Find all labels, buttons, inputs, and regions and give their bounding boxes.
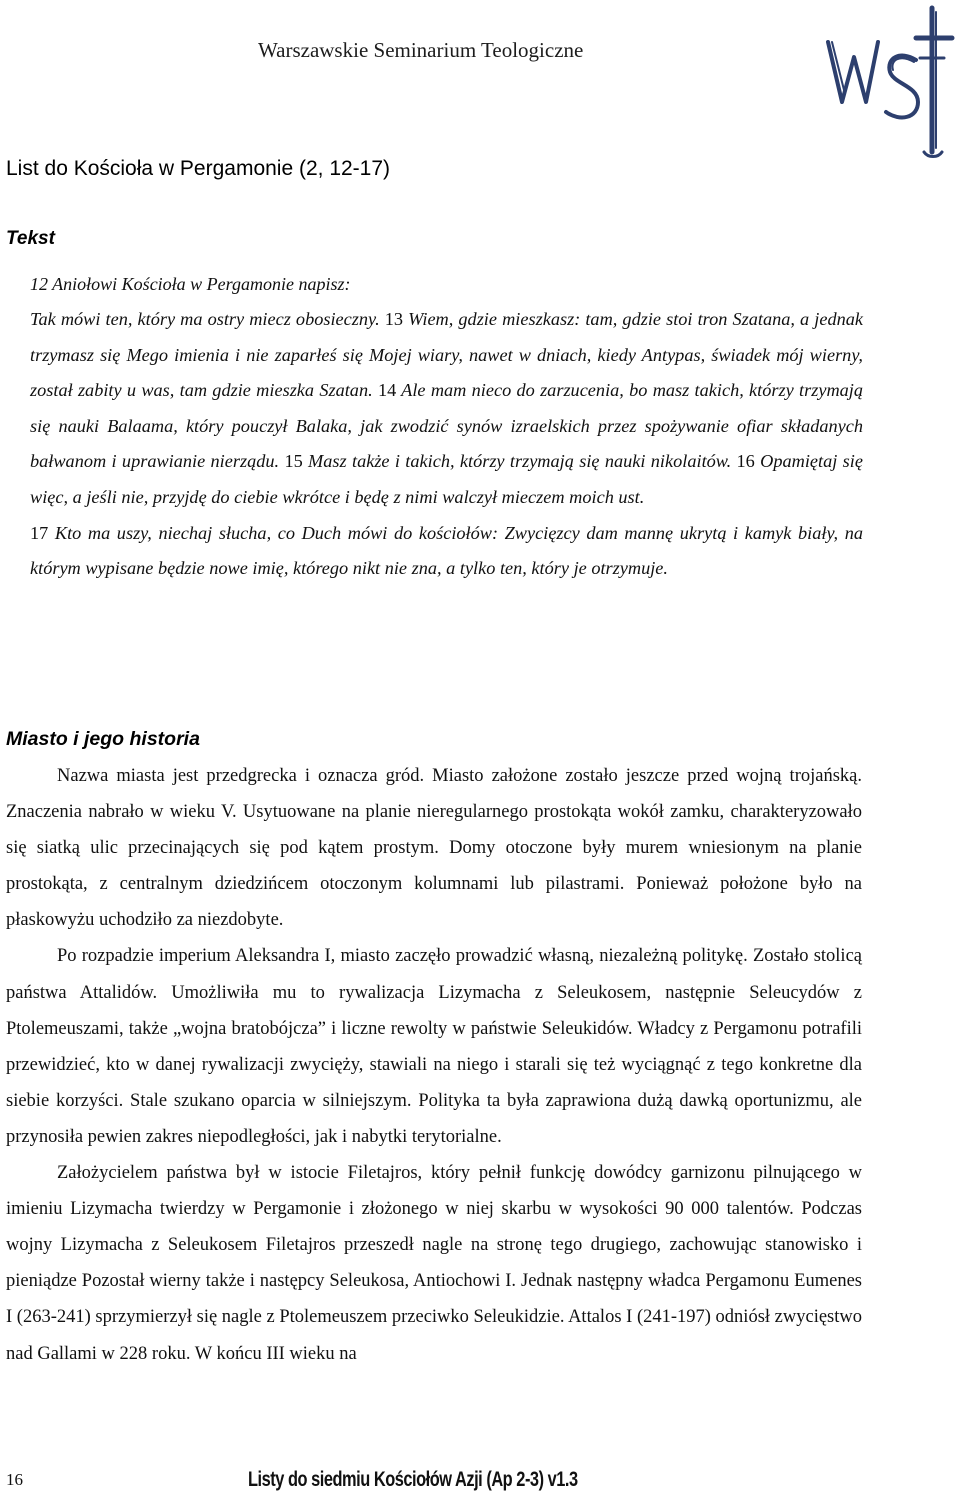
header-institution: Warszawskie Seminarium Teologiczne	[258, 38, 584, 62]
verse-text: Masz także i takich, którzy trzymają się nauki nikolaitów.	[302, 451, 737, 472]
history-title: Miasto i jego historia	[6, 728, 200, 750]
text-subtitle: Tekst	[6, 228, 55, 249]
verse-number: 13	[384, 309, 404, 329]
verses-paragraph-1	[30, 302, 863, 516]
history-text	[6, 758, 862, 1372]
footer-title: Listy do siedmiu Kościołów Azji (Ap 2-3) v1.3	[248, 1468, 578, 1491]
history-paragraph: Założycielem państwa był w istocie Filetajros, który pełnił funkcję dowódcy garnizonu pilnującego w imieniu Lizymacha twierdzy w Pergamonie i złożonego w niej skarbu w wysokości 90 000 talentów. Podczas wojny Lizymacha z Seleukosem Filetajros przeszedł nagle na stronę tego drugiego, zachowując stanowisko i pieniądze Pozostał wierny także i następcy Seleukosa, Antiochowi I. Jednak następny władca Pergamonu Eumenes I (263-241) sprzymierzył się nagle z Ptolemeuszem przeciwko Seleukidzie. Attalos I (241-197) odniósł zwycięstwo nad Gallami w 228 roku. W końcu III wieku na	[6, 1163, 862, 1364]
page-number: 16	[6, 1470, 23, 1489]
verse-text: Wiem, gdzie mieszkasz: tam, gdzie stoi tron Szatana, a jednak trzymasz się Mego imienia i nie zaparłeś się Mojej wiary, nawet w dniach, kiedy Antypas, świadek mój wierny, został zabity u was, tam gdzie mieszka Szatan.	[30, 309, 863, 401]
verse-text: Tak mówi ten, który ma ostry miecz obosieczny.	[30, 309, 385, 329]
verse-intro: 12 Aniołowi Kościoła w Pergamonie napisz:	[30, 274, 351, 294]
section-title: List do Kościoła w Pergamonie (2, 12-17)	[6, 157, 391, 180]
scripture-text	[30, 302, 863, 587]
verse-number: 14	[377, 380, 397, 401]
wst-logo-icon	[820, 2, 960, 162]
verse-text: Ale mam nieco do zarzucenia, bo masz takich, którzy trzymają się nauki Balaama, który pouczył Balaka, jak zwodzić synów izraelskich przez spożywanie ofiar składanych bałwanom i uprawianie nierządu.	[30, 380, 863, 472]
verse-text: Opamiętaj się więc, a jeśli nie, przyjdę do ciebie wkrótce i będę z nimi walczył mieczem moich ust.	[30, 451, 863, 507]
verses-paragraph-2	[30, 516, 863, 587]
verse-number: 15	[284, 451, 303, 472]
verse-number: 16	[736, 451, 755, 472]
history-paragraph: Nazwa miasta jest przedgrecka i oznacza gród. Miasto założone zostało jeszcze przed wojną trojańską. Znaczenia nabrało w wieku V. Usytuowane na planie nieregularnego prostokąta wokół zamku, charakteryzowało się siatką ulic przecinających się pod kątem prostym. Domy otoczone były murem wniesionym na planie prostokąta, z centralnym dziedzińcem otoczonym kolumnami lub pilastrami. Ponieważ położone było na płaskowyżu uchodziło za niezdobyte.	[6, 766, 862, 931]
verse-number: 17	[30, 522, 49, 543]
verse-text: Kto ma uszy, niechaj słucha, co Duch mówi do kościołów: Zwycięzcy dam mannę ukrytą i kamyk biały, na którym wypisane będzie nowe imię, którego nikt nie zna, a tylko ten, który je otrzymuje.	[30, 522, 863, 579]
history-paragraph: Po rozpadzie imperium Aleksandra I, miasto zaczęło prowadzić własną, niezależną politykę. Zostało stolicą państwa Attalidów. Umożliwiła mu to rywalizacja Lizymacha z Seleukosem, następnie Seleucydów z Ptolemeuszami, także „wojna bratobójcza” i liczne rewolty w państwie Seleukidów. Władcy z Pergamonu potrafili przewidzieć, kto w danej rywalizacji zwycięży, stawiali na niego i starali się też wyciągnąć z tego konkretne dla siebie korzyści. Stale szukano oparcia w silniejszym. Polityka ta była zaprawiona dużą dawką oportunizmu, ale przynosiła pewien zakres niepodległości, jak i nabytki terytorialne.	[6, 946, 862, 1147]
